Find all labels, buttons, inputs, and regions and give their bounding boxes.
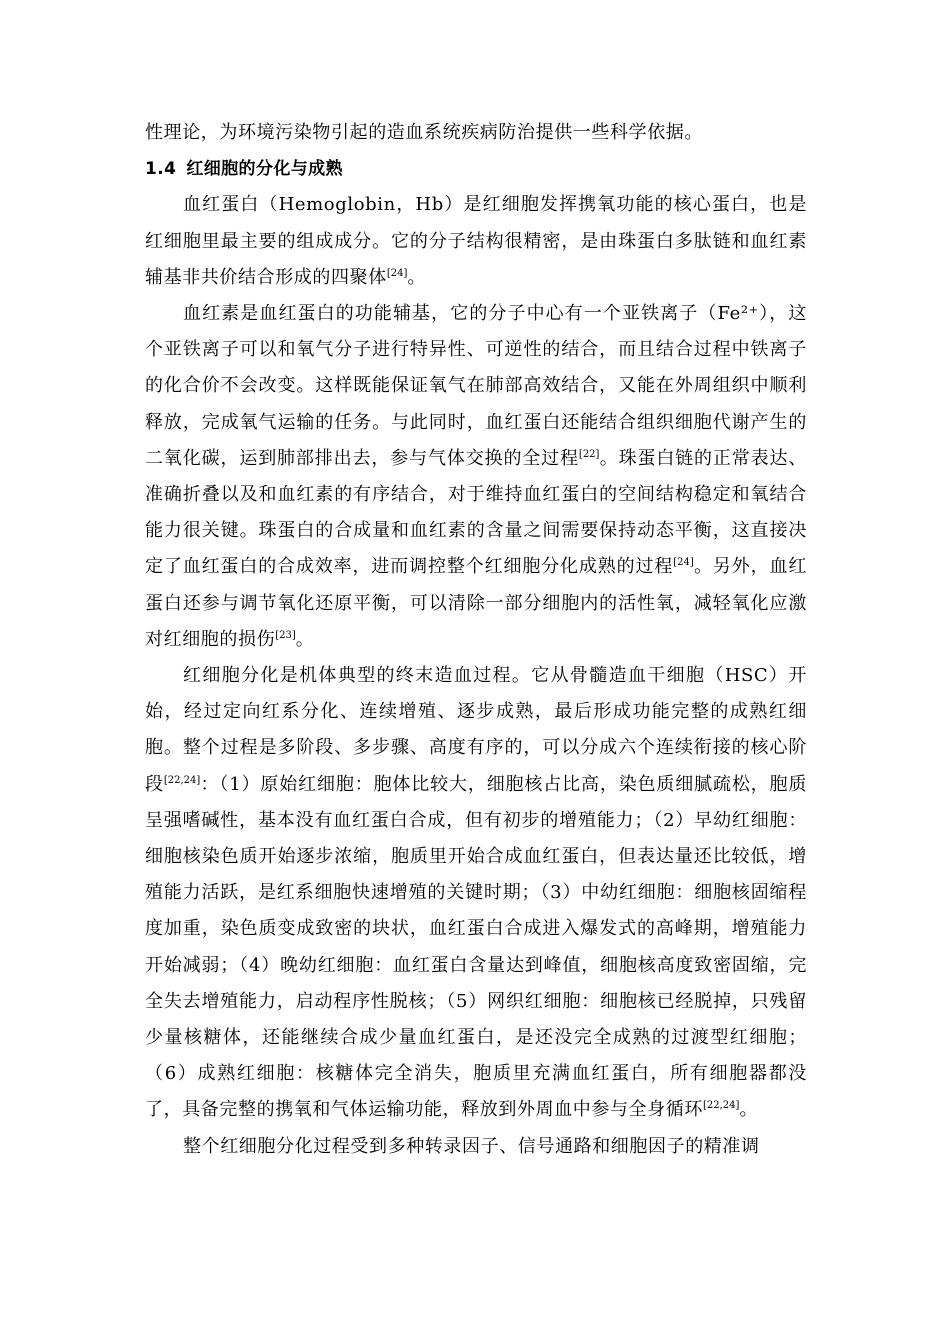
- paragraph-erythroid-differentiation: [145, 658, 807, 1129]
- paragraph-text: 血红蛋白（Hemoglobin，Hb）是红细胞发挥携氧功能的核心蛋白，也是红细胞里最主要的组成成分。它的分子结构很精密，是由珠蛋白多肽链和血红素辅基非共价结合形成的四聚体: [145, 194, 807, 288]
- paragraph-continuation: 性理论，为环境污染物引起的造血系统疾病防治提供一些科学依据。: [145, 122, 703, 143]
- document-body: [145, 115, 807, 1165]
- citation-reference: [23]: [275, 629, 296, 641]
- paragraph-hemoglobin-intro: [145, 187, 807, 296]
- paragraph-text: 血红素是血红蛋白的功能辅基，它的分子中心有一个亚铁离子（Fe²⁺），这个亚铁离子可以和氧气分子进行特异性、可逆性的结合，而且结合过程中铁离子的化合价不会改变。这样既能保证氧气在肺部高效结合，又能在外周组织中顺利释放，完成氧气运输的任务。与此同时，血红蛋白还能结合组织细胞代谢产生的二氧化碳，运到肺部排出去，参与气体交换的全过程: [145, 303, 807, 469]
- paragraph-text: 整个红细胞分化过程受到多种转录因子、信号通路和细胞因子的精准调: [183, 1135, 760, 1157]
- citation-reference: [24]: [386, 267, 408, 279]
- section-heading: [145, 151, 807, 187]
- paragraph-text: 。珠蛋白链的正常表达、准确折叠以及和血红素的有序结合，对于维持血红蛋白的空间结构稳定和氧结合能力很关键。珠蛋白的合成量和血红素的含量之间需要保持动态平衡，这直接决定了血红蛋白的合成效率，进而调控整个红细胞分化成熟的过程: [145, 447, 807, 578]
- citation-reference: [22]: [578, 448, 600, 460]
- section-title: 红细胞的分化与成熟: [186, 159, 343, 180]
- paragraph-heme-function: [145, 296, 807, 658]
- paragraph-text: 。: [407, 266, 426, 288]
- paragraph-text: 红细胞分化是机体典型的终末造血过程。它从骨髓造血干细胞（HSC）开始，经过定向红系分化、连续增殖、逐步成熟，最后形成功能完整的成熟红细胞。整个过程是多阶段、多步骤、高度有序的，可以分成六个连续衔接的核心阶段: [145, 665, 807, 795]
- paragraph-text: 。: [739, 1099, 759, 1121]
- paragraph-text: 。另外，血红蛋白还参与调节氧化还原平衡，可以清除一部分细胞内的活性氧，减轻氧化应激对红细胞的损伤: [145, 556, 807, 650]
- section-number: 1.4: [145, 159, 177, 180]
- citation-reference: [24]: [673, 557, 694, 569]
- citation-reference: [22,24]: [703, 1100, 740, 1112]
- paragraph-regulation: [145, 1129, 807, 1165]
- citation-reference: [22,24]: [163, 774, 201, 786]
- paragraph-text: 。: [295, 628, 315, 650]
- paragraph-text: ：（1）原始红细胞：胞体比较大，细胞核占比高，染色质细腻疏松，胞质呈强嗜碱性，基本没有血红蛋白合成，但有初步的增殖能力；（2）早幼红细胞：细胞核染色质开始逐步浓缩，胞质里开始合成血红蛋白，但表达量还比较低，增殖能力活跃，是红系细胞快速增殖的关键时期；（3）中幼红细胞：细胞核固缩程度加重，染色质变成致密的块状，血红蛋白合成进入爆发式的高峰期，增殖能力开始减弱；（4）晚幼红细胞：血红蛋白含量达到峰值，细胞核高度致密固缩，完全失去增殖能力，启动程序性脱核；（5）网织红细胞：细胞核已经脱掉，只残留少量核糖体，还能继续合成少量血红蛋白，是还没完全成熟的过渡型红细胞；（6）成熟红细胞：核糖体完全消失，胞质里充满血红蛋白，所有细胞器都没了，具备完整的携氧和气体运输功能，释放到外周血中参与全身循环: [145, 773, 807, 1121]
